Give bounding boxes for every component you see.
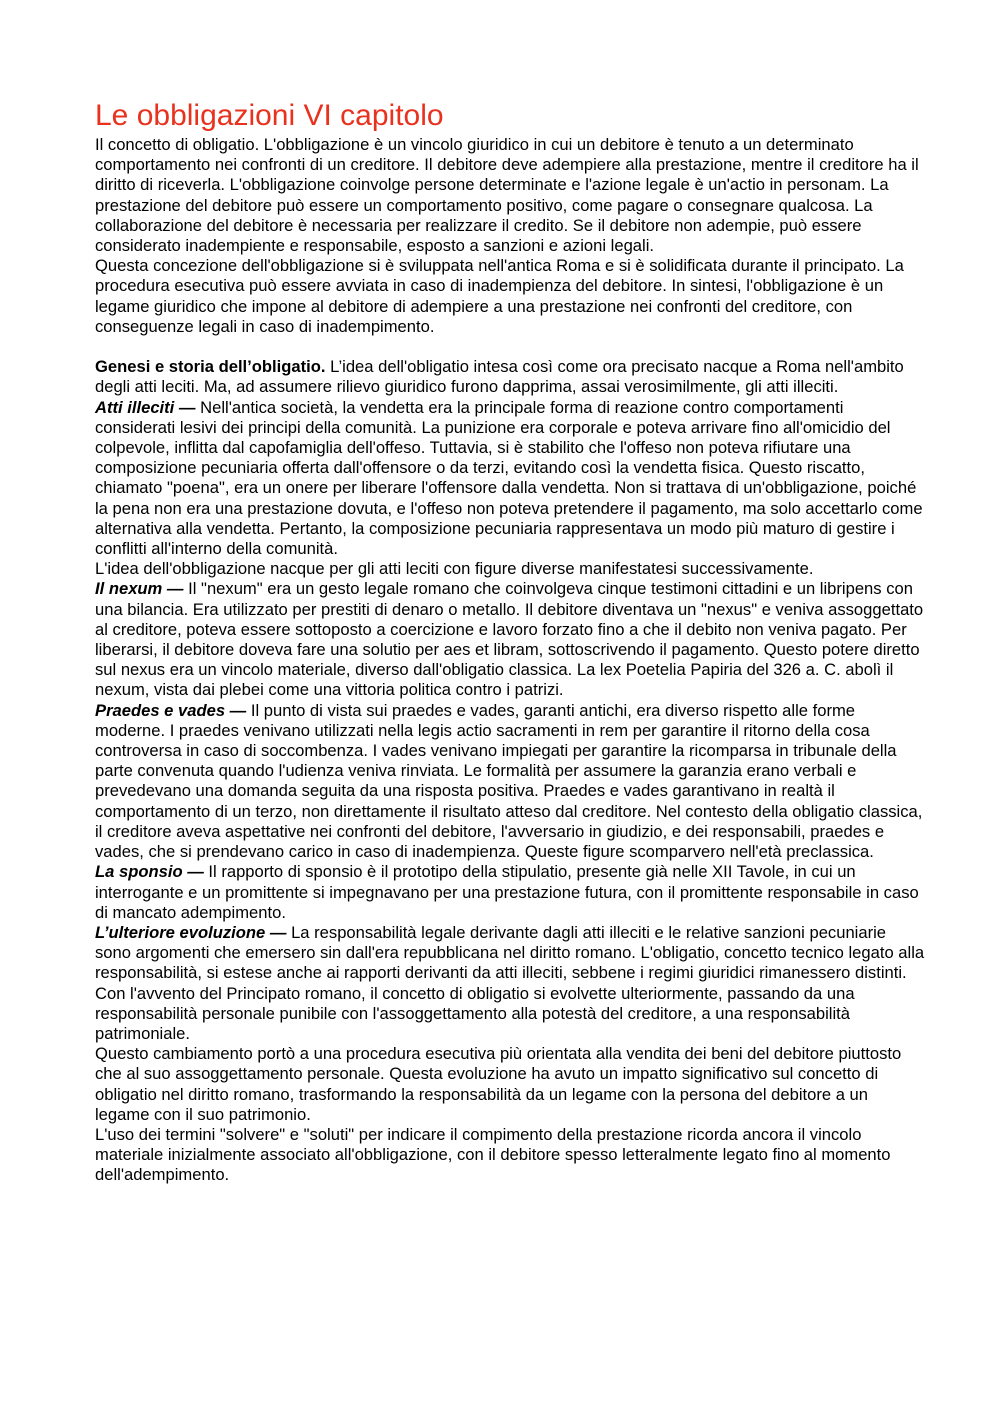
genesi-paragraph [95, 357, 925, 397]
praedes-vades-paragraph [95, 701, 925, 863]
atti-leciti-paragraph: L'idea dell'obbligazione nacque per gli atti leciti con figure diverse manifestatesi successivamente. [95, 559, 814, 579]
genesi-heading: Genesi e storia dell’obligatio. [95, 357, 326, 377]
evoluzione-text: La responsabilità legale derivante dagli atti illeciti e le relative sanzioni pecuniarie sono argomenti che emersero sin dall'era repubblicana nel diritto romano. L'obligatio, concetto tecnico legato alla responsabilità, si estese anche ai rapporti derivanti da atti illeciti, sebbene i regimi giuridici rimanessero distinti. Con l'avvento del Principato romano, il concetto di obligatio si evolvette ulteriormente, passando da una responsabilità personale punibile con l'assoggettamento alla potestà del creditore, a una responsabilità patrimoniale. [95, 922, 925, 1043]
sponsio-text: Il rapporto di sponsio è il prototipo della stipulatio, presente già nelle XII Tavole, in cui un interrogante e un promittente si impegnavano per una prestazione futura, con il promittente responsabile in caso di mancato adempimento. [95, 862, 919, 922]
evoluzione-paragraph [95, 923, 925, 1044]
paragraph-spacer [95, 337, 925, 357]
atti-illeciti-heading: Atti illeciti — [95, 397, 196, 417]
document-page [95, 98, 925, 1186]
solvere-paragraph: L'uso dei termini "solvere" e "soluti" per indicare il compimento della prestazione ricorda ancora il vincolo materiale inizialmente associato all'obbligazione, con il debitore spesso letteralmente legato fino al momento dell'adempimento. [95, 1124, 891, 1185]
cambiamento-paragraph: Questo cambiamento portò a una procedura esecutiva più orientata alla vendita dei beni del debitore piuttosto che al suo assoggettamento personale. Questa evoluzione ha avuto un impatto significativo sul concetto di obligatio nel diritto romano, trasformando la responsabilità da un legame con la persona del debitore a un legame con il suo patrimonio. [95, 1044, 902, 1124]
sponsio-paragraph [95, 862, 925, 923]
evoluzione-heading: L’ulteriore evoluzione — [95, 922, 287, 942]
intro-paragraph-2: Questa concezione dell'obbligazione si è sviluppata nell'antica Roma e si è solidificata durante il principato. La procedura esecutiva può essere avviata in caso di inadempienza del debitore. In sintesi, l'obbligazione è un legame giuridico che impone al debitore di adempiere a una prestazione nei confronti del creditore, con conseguenze legali in caso di inadempimento. [95, 256, 904, 336]
praedes-vades-heading: Praedes e vades — [95, 700, 247, 720]
sponsio-heading: La sponsio — [95, 862, 204, 882]
intro-paragraph-1: Il concetto di obligatio. L'obbligazione è un vincolo giuridico in cui un debitore è tenuto a un determinato comportamento nei confronti di un creditore. Il debitore deve adempiere alla prestazione, mentre il creditore ha il diritto di riceverla. L'obbligazione coinvolge persone determinate e l'azione legale è un'actio in personam. La prestazione del debitore può essere un comportamento positivo, come pagare o consegnare qualcosa. La collaborazione del debitore è necessaria per realizzare il credito. Se il debitore non adempie, può essere considerato inadempiente e responsabile, esposto a sanzioni e azioni legali. [95, 135, 919, 256]
document-title: Le obbligazioni VI capitolo [95, 99, 444, 132]
praedes-vades-text: Il punto di vista sui praedes e vades, garanti antichi, era diverso rispetto alle forme moderne. I praedes venivano utilizzati nella legis actio sacramenti in rem per garantire il ritorno della cosa controversa in caso di soccombenza. I vades venivano impiegati per garantire la ricomparsa in tribunale della parte convenuta quando l'udienza veniva rinviata. Le formalità per assumere la garanzia erano verbali e prevedevano una domanda seguita da una risposta positiva. Praedes e vades garantivano in realtà il comportamento di un terzo, non direttamente il risultato atteso dal creditore. Nel contesto della obligatio classica, il creditore aveva aspettative nei confronti del debitore, l'avversario in giudizio, e dei responsabili, praedes e vades, che si prendevano carico in caso di inadempienza. Queste figure scomparvero nell'età preclassica. [95, 700, 923, 862]
genesi-text: L’idea dell'obligatio intesa così come ora precisato nacque a Roma nell'ambito degli atti leciti. Ma, ad assumere rilievo giuridico furono dapprima, assai verosimilmente, gli atti illeciti. [95, 357, 904, 397]
atti-illeciti-text: Nell'antica società, la vendetta era la principale forma di reazione contro comportamenti considerati lesivi dei principi della comunità. La punizione era corporale e poteva arrivare fino all'omicidio del colpevole, inflitta dal capofamiglia dell'offeso. Tuttavia, si è stabilito che l'offeso non poteva rifiutare una composizione pecuniaria offerta dall'offensore o da terzi, evitando così la vendetta fisica. Questo riscatto, chiamato "poena", era un onere per liberare l'offensore dalla vendetta. Non si trattava di un'obbligazione, poiché la pena non era una prestazione dovuta, e l'offeso non poteva pretendere il pagamento, ma solo accettarlo come alternativa alla vendetta. Pertanto, la composizione pecuniaria rappresentava un modo più maturo di gestire i conflitti all'interno della comunità. [95, 397, 923, 559]
nexum-heading: Il nexum — [95, 579, 184, 599]
atti-illeciti-paragraph [95, 398, 925, 560]
nexum-text: Il "nexum" era un gesto legale romano che coinvolgeva cinque testimoni cittadini e un libripens con una bilancia. Era utilizzato per prestiti di denaro o metallo. Il debitore diventava un "nexus" e veniva assoggettato al creditore, poteva essere sottoposto a coercizione e lavoro forzato fino a che il debito non veniva pagato. Per liberarsi, il debitore doveva fare una solutio per aes et libram, sottoscrivendo il pagamento. Questo potere diretto sul nexus era un vincolo materiale, diverso dall'obligatio classica. La lex Poetelia Papiria del 326 a. C. abolì il nexum, vista dai plebei come una vittoria politica contro i patrizi. [95, 579, 924, 700]
nexum-paragraph [95, 579, 925, 700]
